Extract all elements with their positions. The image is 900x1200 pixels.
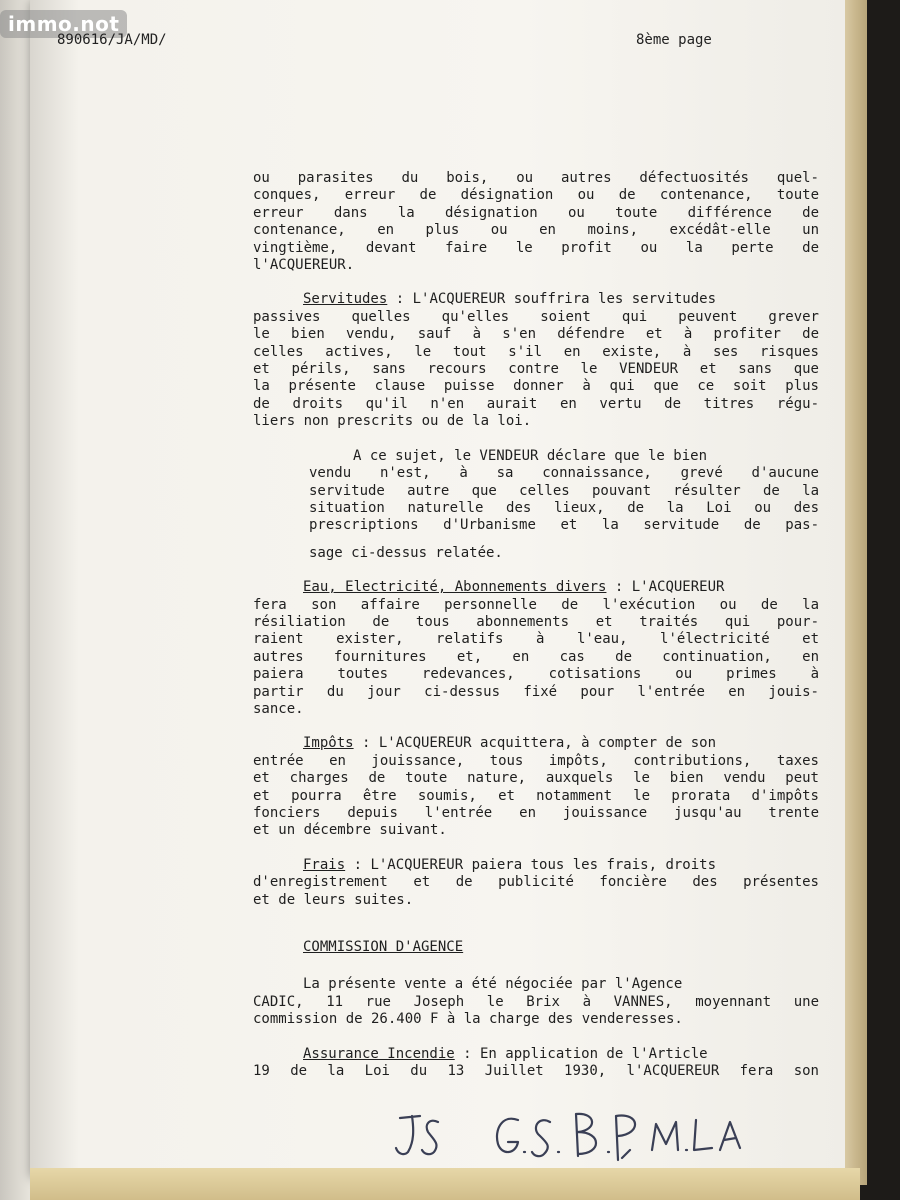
text-line: la présente clause puisse donner à qui que ce soit plus <box>253 378 819 395</box>
text-line: CADIC, 11 rue Joseph le Brix à VANNES, moyennant une <box>253 993 819 1010</box>
section-heading-servitudes: Servitudes <box>303 291 388 308</box>
text-line: sance. <box>253 700 304 717</box>
paragraph-frais <box>253 857 819 909</box>
paragraph-eau <box>253 579 819 718</box>
text-line: La présente vente a été négociée par l'Agence <box>303 976 683 993</box>
text-line: résiliation de tous abonnements et traités qui pour- <box>253 613 819 630</box>
paragraph-servitudes <box>253 291 819 430</box>
document-reference: 890616/JA/MD/ <box>57 32 167 48</box>
signature-gs <box>497 1119 559 1156</box>
text-line: et pourra être soumis, et notamment le prorata d'impôts <box>253 787 819 804</box>
text-line: liers non prescrits ou de la loi. <box>253 413 532 430</box>
signature-js <box>396 1116 438 1154</box>
text-line: Servitudes : L'ACQUEREUR souffrira les servitudes <box>303 291 717 308</box>
text-line: conques, erreur de désignation ou de contenance, toute <box>253 187 819 204</box>
text-line: vingtième, devant faire le profit ou la perte de <box>253 239 819 256</box>
text-line: ou parasites du bois, ou autres défectuosités quel- <box>253 170 819 186</box>
text-line: Frais : L'ACQUEREUR paiera tous les frais, droits <box>303 856 717 873</box>
text-line: commission de 26.400 F à la charge des venderesses. <box>253 1011 683 1028</box>
text-line: paiera toutes redevances, cotisations ou primes à <box>253 666 819 683</box>
text-line: de droits qu'il n'en aurait en vertu de titres régu- <box>253 395 819 412</box>
text-line: prescriptions d'Urbanisme et la servitude de pas- <box>309 517 819 534</box>
text-line: et un décembre suivant. <box>253 822 447 839</box>
text-line: Eau, Electricité, Abonnements divers : L'ACQUEREUR <box>303 579 725 596</box>
text-line: partir du jour ci-dessus fixé pour l'entrée en jouis- <box>253 683 819 700</box>
signature-bp <box>576 1114 635 1160</box>
text-line: celles actives, le tout s'il en existe, à ses risques <box>253 343 819 360</box>
text-line: et de leurs suites. <box>253 891 414 908</box>
text-line: fonciers depuis l'entrée en jouissance jusqu'au trente <box>253 805 819 821</box>
text-line: erreur dans la désignation ou toute différence de <box>253 204 819 221</box>
section-heading-eau: Eau, Electricité, Abonnements divers <box>303 579 607 596</box>
text-line: et charges de toute nature, auxquels le bien vendu peut <box>253 770 819 787</box>
text-line: et périls, sans recours contre le VENDEUR et sans que <box>253 361 819 378</box>
text-line: situation naturelle des lieux, de la Loi ou des <box>309 499 819 516</box>
text-line: 19 de la Loi du 13 Juillet 1930, l'ACQUEREUR fera son <box>253 1063 819 1080</box>
paragraph-a-ce-sujet-end <box>309 545 819 562</box>
text-line: autres fournitures et, en cas de continuation, en <box>253 648 819 665</box>
paragraph-defects <box>253 170 819 274</box>
text-line: le bien vendu, sauf à s'en défendre et à profiter de <box>253 326 819 343</box>
text-line: servitude autre que celles pouvant résulter de la <box>309 482 819 499</box>
page-stack-edge <box>845 0 867 1185</box>
section-commission <box>253 939 819 956</box>
page-bottom-edge <box>30 1168 860 1200</box>
text-line: vendu n'est, à sa connaissance, grevé d'aucune <box>309 465 819 482</box>
text-line: Impôts : L'ACQUEREUR acquittera, à compter de son <box>303 735 717 752</box>
handwritten-initials <box>390 1100 810 1170</box>
section-heading-impots: Impôts <box>303 735 354 752</box>
text-line: sage ci-dessus relatée. <box>309 544 503 561</box>
paragraph-a-ce-sujet <box>309 448 819 535</box>
text-line: Assurance Incendie : En application de l'Article <box>303 1045 708 1062</box>
paragraph-assurance <box>253 1046 819 1081</box>
text-line: l'ACQUEREUR. <box>253 257 355 274</box>
paragraph-impots <box>253 735 819 839</box>
text-line: raient exister, relatifs à l'eau, l'électricité et <box>253 631 819 648</box>
text-line: fera son affaire personnelle de l'exécution ou de la <box>253 596 819 613</box>
text-line: entrée en jouissance, tous impôts, contributions, taxes <box>253 752 819 769</box>
page-number: 8ème page <box>636 32 712 48</box>
watermark-logo: immo.not <box>0 10 127 38</box>
document-body <box>253 170 819 1097</box>
paragraph-commission <box>253 976 819 1028</box>
text-line: passives quelles qu'elles soient qui peuvent grever <box>253 308 819 325</box>
text-line: A ce sujet, le VENDEUR déclare que le bien <box>353 447 708 464</box>
text-line: d'enregistrement et de publicité foncière des présentes <box>253 874 819 891</box>
signature-mla <box>652 1120 740 1150</box>
section-heading-frais: Frais <box>303 856 346 873</box>
section-heading-commission: COMMISSION D'AGENCE <box>303 939 464 956</box>
text-line: contenance, en plus ou en moins, excédât-elle un <box>253 222 819 239</box>
section-heading-assurance: Assurance Incendie <box>303 1045 455 1062</box>
